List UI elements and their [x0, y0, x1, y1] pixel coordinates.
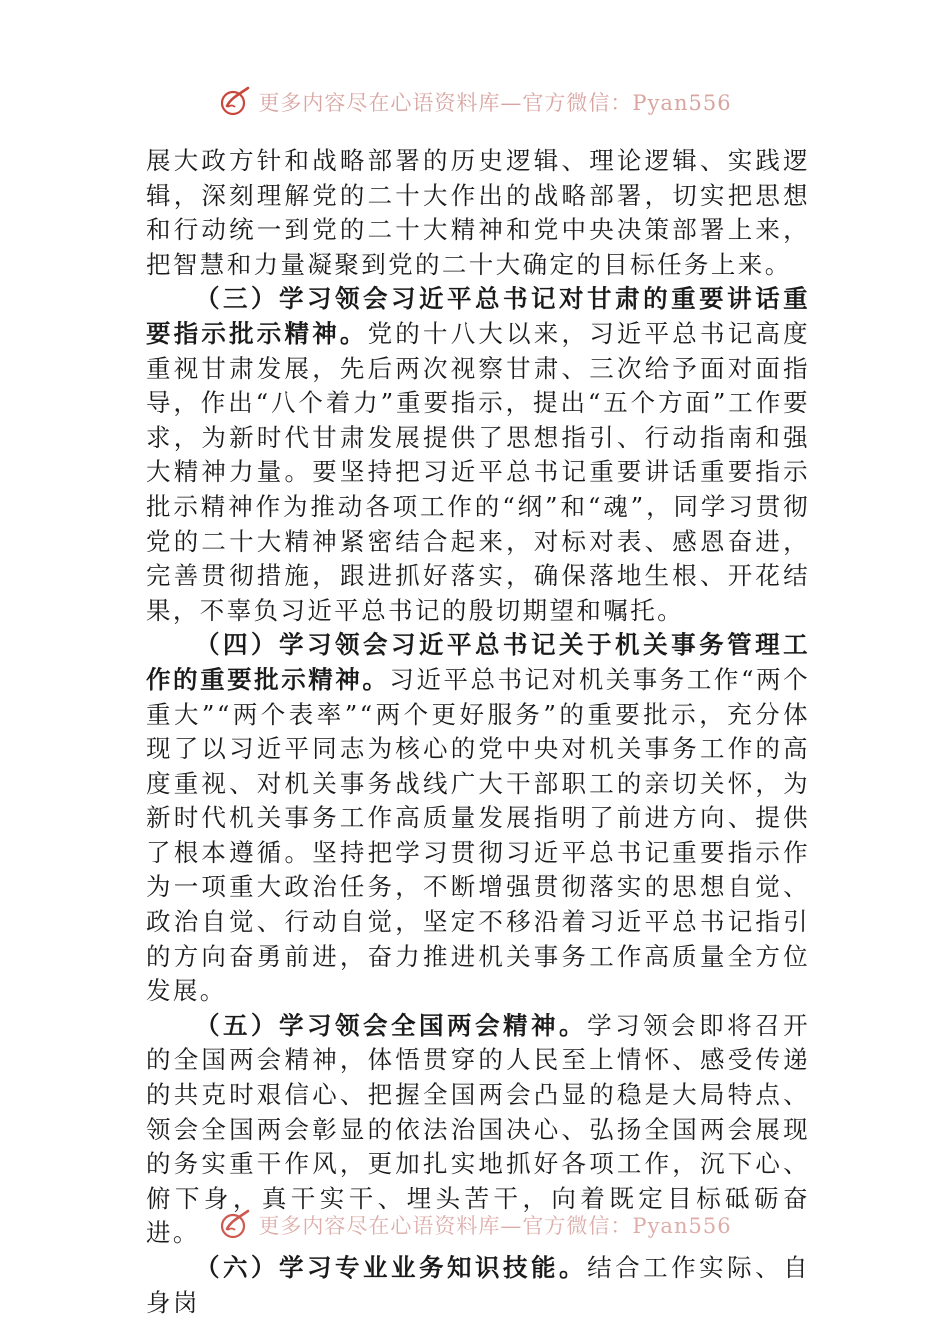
brush-logo-icon [218, 85, 252, 119]
watermark-text: 更多内容尽在心语资料库—官方微信：Pyan556 [258, 91, 732, 115]
section-heading: （六）学习专业业务知识技能。 [195, 1253, 588, 1282]
brush-logo-icon [218, 1208, 252, 1242]
paragraph-body: 党的十八大以来，习近平总书记高度重视甘肃发展，先后两次视察甘肃、三次给予面对面指导，作出“八个着力”重要指示，提出“五个方面”工作要求，为新时代甘肃发展提供了思想指引、行动指南和强大精神力量。要坚持把习近平总书记重要讲话重要指示批示精神作为推动各项工作的“纲”和“魂”，同学习贯彻党的二十大精神紧密结合起来，对标对表、感恩奋进，完善贯彻措施，跟进抓好落实，确保落地生根、开花结果，不辜负习近平总书记的殷切期望和嘱托。 [146, 318, 811, 625]
paragraph-section-6 [146, 1251, 810, 1320]
paragraph-section-3 [146, 282, 810, 628]
section-heading: （四）学习领会习近平总书记关于机关事务管理工作的重要批示精神。 [146, 630, 810, 694]
paragraph-body: 学习领会即将召开的全国两会精神，体悟贯穿的人民至上情怀、感受传递的共克时艰信心、把握全国两会凸显的稳是大局特点、领会全国两会彰显的依法治国决心、弘扬全国两会展现的务实重干作风，更加扎实地抓好各项工作，沉下心、俯下身，真干实干、埋头苦干，向着既定目标砥砺奋进。 [146, 1010, 810, 1248]
watermark-text: 更多内容尽在心语资料库—官方微信：Pyan556 [258, 1214, 732, 1238]
paragraph-body: 习近平总书记对机关事务工作“两个重大”“两个表率”“两个更好服务”的重要批示，充分体现了以习近平同志为核心的党中央对机关事务工作的高度重视、对机关事务战线广大干部职工的亲切关怀，为新时代机关事务工作高质量发展指明了前进方向、提供了根本遵循。坚持把学习贯彻习近平总书记重要指示作为一项重大政治任务，不断增强贯彻落实的思想自觉、政治自觉、行动自觉，坚定不移沿着习近平总书记指引的方向奋勇前进，奋力推进机关事务工作高质量全方位发展。 [146, 664, 810, 1006]
section-heading: （五）学习领会全国两会精神。 [195, 1010, 588, 1040]
watermark-footer [0, 1205, 950, 1245]
paragraph-continuation [146, 144, 810, 282]
paragraph-body: 展大政方针和战略部署的历史逻辑、理论逻辑、实践逻辑，深刻理解党的二十大作出的战略部署，切实把思想和行动统一到党的二十大精神和党中央决策部署上来，把智慧和力量凝聚到党的二十大确定的目标任务上来。 [146, 146, 810, 279]
section-heading: （三）学习领会习近平总书记对甘肃的重要讲话重要指示批示精神。 [146, 284, 810, 348]
watermark-header [0, 82, 950, 122]
paragraph-body: 结合工作实际、自身岗 [146, 1253, 810, 1317]
paragraph-section-4 [146, 628, 810, 1009]
